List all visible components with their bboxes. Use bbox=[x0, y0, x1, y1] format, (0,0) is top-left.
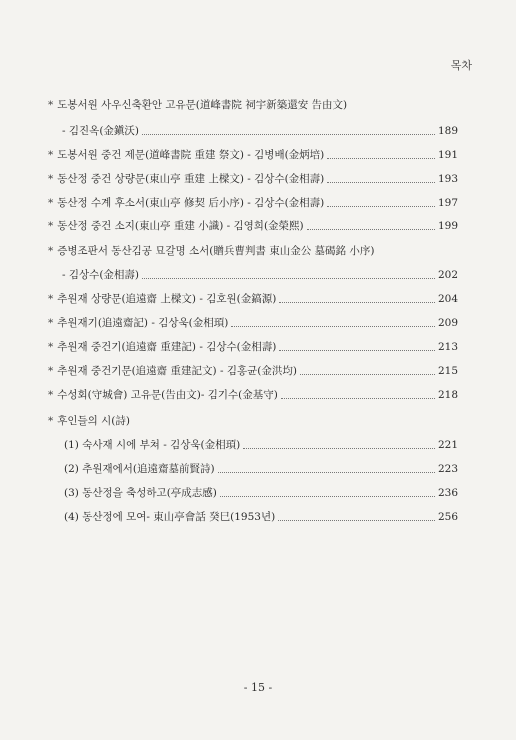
toc-entry-title bbox=[62, 124, 139, 138]
dot-leader bbox=[327, 181, 435, 183]
dot-leader bbox=[307, 228, 435, 230]
toc-entry bbox=[48, 412, 458, 428]
toc-entry bbox=[48, 338, 458, 354]
toc-entry bbox=[48, 290, 458, 306]
toc-entry-text: - 김상수(金相壽) bbox=[62, 269, 140, 281]
toc-entry bbox=[48, 362, 458, 378]
dot-leader bbox=[220, 495, 435, 497]
dot-leader bbox=[278, 519, 435, 521]
section-header: 목차 bbox=[450, 59, 472, 72]
bullet-marker: * bbox=[48, 317, 54, 329]
toc-page-number: 213 bbox=[437, 341, 458, 353]
toc-entry-text: (1) 숙사재 시에 부쳐 - 김상욱(金相頊) bbox=[64, 439, 241, 451]
toc-entry bbox=[48, 194, 458, 210]
toc-entry bbox=[48, 242, 458, 258]
dot-leader bbox=[231, 325, 435, 327]
toc-entry-title bbox=[48, 316, 228, 330]
toc-page-number: 189 bbox=[437, 125, 458, 137]
bullet-marker: * bbox=[48, 365, 54, 377]
toc-entry-text: 도봉서원 사우신축환안 고유문(道峰書院 祠宇新築還安 告由文) bbox=[57, 99, 348, 111]
dot-leader bbox=[300, 373, 435, 375]
toc-entry-title bbox=[48, 219, 304, 233]
toc-page-number: 256 bbox=[437, 511, 458, 523]
toc-page-number: 223 bbox=[437, 463, 458, 475]
toc-entry-title bbox=[62, 268, 139, 282]
toc-page-number: 221 bbox=[437, 439, 458, 451]
toc-entry bbox=[48, 314, 458, 330]
toc-entry-text: 도봉서원 중건 제문(道峰書院 重建 祭文) - 김병배(金炳培) bbox=[57, 149, 325, 161]
toc-entry-title bbox=[48, 196, 324, 210]
toc-entry-title bbox=[64, 438, 240, 452]
toc-page-number: 197 bbox=[437, 197, 458, 209]
bullet-marker: * bbox=[48, 415, 54, 427]
toc-entry-text: 동산정 수계 후소서(東山亭 修契 后小序) - 김상수(金相壽) bbox=[57, 197, 325, 209]
bullet-marker: * bbox=[48, 245, 54, 257]
toc-entry-text: 추원재기(追遠齋記) - 김상욱(金相頊) bbox=[57, 317, 229, 329]
bullet-marker: * bbox=[48, 389, 54, 401]
dot-leader bbox=[327, 205, 435, 207]
toc-entry-title bbox=[48, 388, 278, 402]
toc-entry-title bbox=[48, 340, 276, 354]
toc-page-number: 199 bbox=[437, 220, 458, 232]
toc-entry bbox=[48, 508, 458, 524]
toc-entry-text: 추원재 중건기(追遠齋 重建記) - 김상수(金相壽) bbox=[57, 341, 277, 353]
toc-entry bbox=[48, 170, 458, 186]
dot-leader bbox=[243, 447, 435, 449]
toc-entry-title bbox=[48, 172, 324, 186]
toc-entry bbox=[48, 217, 458, 233]
toc-entry bbox=[48, 146, 458, 162]
toc-page-number: 193 bbox=[437, 173, 458, 185]
toc-entry-title bbox=[48, 364, 297, 378]
toc-page-number: 191 bbox=[437, 149, 458, 161]
toc-page-number: 202 bbox=[437, 269, 458, 281]
dot-leader bbox=[279, 301, 435, 303]
toc-entry-title bbox=[48, 414, 130, 428]
toc-entry-title bbox=[48, 244, 374, 258]
bullet-marker: * bbox=[48, 220, 54, 232]
toc-entry-title bbox=[64, 462, 215, 476]
toc-entry bbox=[48, 96, 458, 112]
toc-page-number: 204 bbox=[437, 293, 458, 305]
toc-entry-text: (2) 추원재에서(追遠齋墓前賢詩) bbox=[64, 463, 215, 475]
dot-leader bbox=[279, 349, 435, 351]
bullet-marker: * bbox=[48, 99, 54, 111]
toc-page-number: 218 bbox=[437, 389, 458, 401]
bullet-marker: * bbox=[48, 197, 54, 209]
toc-entry bbox=[48, 122, 458, 138]
dot-leader bbox=[142, 277, 435, 279]
toc-entry-text: 추원재 중건기문(追遠齋 重建記文) - 김홍균(金洪均) bbox=[57, 365, 297, 377]
toc-entry-text: (3) 동산정을 축성하고(亭成志感) bbox=[64, 487, 217, 499]
toc-entry-text: (4) 동산정에 모여- 東山亭會話 癸巳(1953년) bbox=[64, 511, 276, 523]
toc-entry-text: 후인들의 시(詩) bbox=[57, 415, 130, 427]
dot-leader bbox=[142, 133, 435, 135]
toc-entry bbox=[48, 266, 458, 282]
toc-entry-text: 추원재 상량문(追遠齋 上樑文) - 김호원(金鎬源) bbox=[57, 293, 277, 305]
toc-entry-title bbox=[48, 292, 276, 306]
toc-entry-text: 증병조판서 동산김공 묘갈명 소서(贈兵曹判書 東山金公 墓碣銘 小序) bbox=[57, 245, 375, 257]
toc-entry bbox=[48, 386, 458, 402]
page-number: - 15 - bbox=[243, 681, 273, 694]
toc-entry-title bbox=[48, 148, 324, 162]
toc-entry bbox=[48, 436, 458, 452]
toc-entry-title bbox=[48, 98, 347, 112]
toc-entry-text: 동산정 중건 소지(東山亭 重建 小識) - 김영희(金榮熙) bbox=[57, 220, 304, 232]
toc-entry bbox=[48, 484, 458, 500]
toc-entry bbox=[48, 460, 458, 476]
toc-entry-title bbox=[64, 510, 275, 524]
toc-entry-text: 동산정 중건 상량문(東山亭 重建 上樑文) - 김상수(金相壽) bbox=[57, 173, 325, 185]
dot-leader bbox=[218, 471, 435, 473]
bullet-marker: * bbox=[48, 341, 54, 353]
toc-entry-text: 수성회(守城會) 고유문(告由文)- 김기수(金基守) bbox=[57, 389, 278, 401]
dot-leader bbox=[327, 157, 435, 159]
toc-entry-title bbox=[64, 486, 217, 500]
toc-page-number: 209 bbox=[437, 317, 458, 329]
bullet-marker: * bbox=[48, 173, 54, 185]
toc-page-number: 236 bbox=[437, 487, 458, 499]
toc-entry-text: - 김진옥(金鎭沃) bbox=[62, 125, 140, 137]
bullet-marker: * bbox=[48, 149, 54, 161]
dot-leader bbox=[281, 397, 435, 399]
bullet-marker: * bbox=[48, 293, 54, 305]
toc-page-number: 215 bbox=[437, 365, 458, 377]
